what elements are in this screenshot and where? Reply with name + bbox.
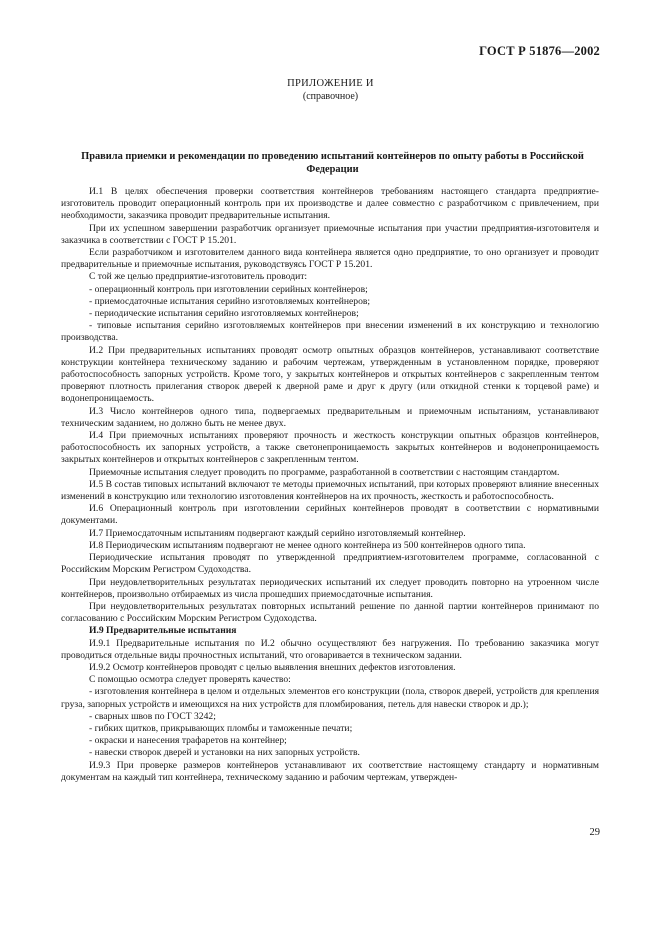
paragraph: И.8 Периодическим испытаниям подвергают не менее одного контейнера из 500 контейнеров одного типа. [89, 539, 526, 551]
appendix-subtitle: (справочное) [302, 91, 359, 102]
standard-header: ГОСТ Р 51876—2002 [479, 44, 600, 58]
paragraph: И.4 При приемочных испытаниях проверяют прочность и жесткость конструкции опытных образцов контейнеров, работоспособность их запорных устройств, а также светонепроницаемость закрытых контейнеров и водонепроницаемость закрытых контейнеров и открытых контейнеров с закрепленным тентом. [61, 430, 599, 466]
list-item: - окраски и нанесения трафаретов на контейнер; [89, 735, 287, 747]
list-item: - сварных швов по ГОСТ 3242; [89, 710, 216, 722]
list-item: - периодические испытания серийно изготовляемых контейнеров; [89, 308, 359, 320]
list-item: - изготовления контейнера в целом и отдельных элементов его конструкции (пола, створок дверей, устройств для крепления груза, запорных устройств и имеющихся на них устройств для пломбирования, петель для навески створок и др.); [61, 686, 599, 710]
paragraph: При их успешном завершении разработчик организует приемочные испытания при участии предприятия-изготовителя и заказчика в соответствии с ГОСТ Р 15.201. [61, 222, 599, 246]
paragraph: И.9.2 Осмотр контейнеров проводят с целью выявления внешних дефектов изготовления. [89, 661, 456, 673]
paragraph: И.2 При предварительных испытаниях проводят осмотр опытных образцов контейнеров, устанавливают соответствие конструкции контейнера техническому заданию и рабочим чертежам, утвержденным в установленном порядке, проверяют работоспособность запорных устройств. Кроме того, у закрытых контейнеров и открытых контейнеров с закрепленным тентом проверяют плотность прилегания створок дверей к дверной раме и друг к другу (или откидной стенки к торцевой раме) и водонепроницаемость. [61, 344, 599, 405]
list-item: - приемосдаточные испытания серийно изготовляемых контейнеров; [89, 295, 371, 307]
list-item: - навески створок дверей и установки на них запорных устройств. [89, 747, 360, 759]
paragraph: И.9.1 Предварительные испытания по И.2 обычно осуществляют без нагружения. По требованию заказчика могут проводиться отдельные виды прочностных испытаний, что оговаривается в техническом задании. [61, 637, 599, 661]
paragraph: И.3 Число контейнеров одного типа, подвергаемых предварительным и приемочным испытаниям, устанавливают техническим заданием, но должно быть не менее двух. [61, 405, 599, 429]
paragraph: При неудовлетворительных результатах периодических испытаний их следует проводить повторно на утроенном числе контейнеров, произвольно отбираемых из числа прошедших приемосдаточные испытания. [61, 576, 599, 600]
paragraph: Периодические испытания проводят по утвержденной предприятием-изготовителем программе, согласованной с Российским Морским Регистром Судоходства. [61, 552, 599, 576]
paragraph: И.7 Приемосдаточным испытаниям подвергают каждый серийно изготовляемый контейнер. [89, 527, 466, 539]
list-item: - операционный контроль при изготовлении серийных контейнеров; [89, 283, 368, 295]
page-number: 29 [589, 827, 600, 838]
paragraph: Приемочные испытания следует проводить по программе, разработанной в соответствии с настоящим стандартом. [89, 466, 560, 478]
list-item: - типовые испытания серийно изготовляемых контейнеров при внесении изменений в их конструкцию и технологию производства. [61, 320, 599, 344]
section-title: Правила приемки и рекомендации по проведению испытаний контейнеров по опыту работы в Российской Федерации [81, 151, 584, 175]
subsection-heading: И.9 Предварительные испытания [89, 625, 237, 637]
paragraph: И.9.3 При проверке размеров контейнеров устанавливают их соответствие настоящему стандарту и нормативным документам на каждый тип контейнера, техническому заданию и рабочим чертежам, утвержден- [61, 759, 599, 783]
document-body [61, 186, 599, 784]
paragraph: И.1 В целях обеспечения проверки соответствия контейнеров требованиям настоящего стандарта предприятие-изготовитель проводит операционный контроль при их производстве и далее совместно с разработчиком с привлечением, при необходимости, заказчика проводит предварительные испытания. [61, 186, 599, 222]
paragraph: При неудовлетворительных результатах повторных испытаний решение по данной партии контейнеров принимают по согласованию с Российским Морским Регистром Судоходства. [61, 600, 599, 625]
appendix-title: ПРИЛОЖЕНИЕ И [287, 78, 374, 89]
paragraph: Если разработчиком и изготовителем данного вида контейнера является одно предприятие, то оно организует и проводит предварительные и приемочные испытания, руководствуясь ГОСТ Р 15.201. [61, 247, 599, 271]
paragraph: С той же целью предприятие-изготовитель проводит: [89, 271, 308, 283]
paragraph: И.5 В состав типовых испытаний включают те методы приемочных испытаний, при которых проверяют влияние внесенных изменений в конструкцию или технологию изготовления контейнеров на их прочность, жесткость и работоспособность. [61, 478, 599, 503]
paragraph: С помощью осмотра следует проверять качество: [89, 674, 291, 686]
paragraph: И.6 Операционный контроль при изготовлении серийных контейнеров проводят в соответствии с нормативными документами. [61, 503, 599, 527]
list-item: - гибких щитков, прикрывающих пломбы и таможенные печати; [89, 722, 353, 734]
